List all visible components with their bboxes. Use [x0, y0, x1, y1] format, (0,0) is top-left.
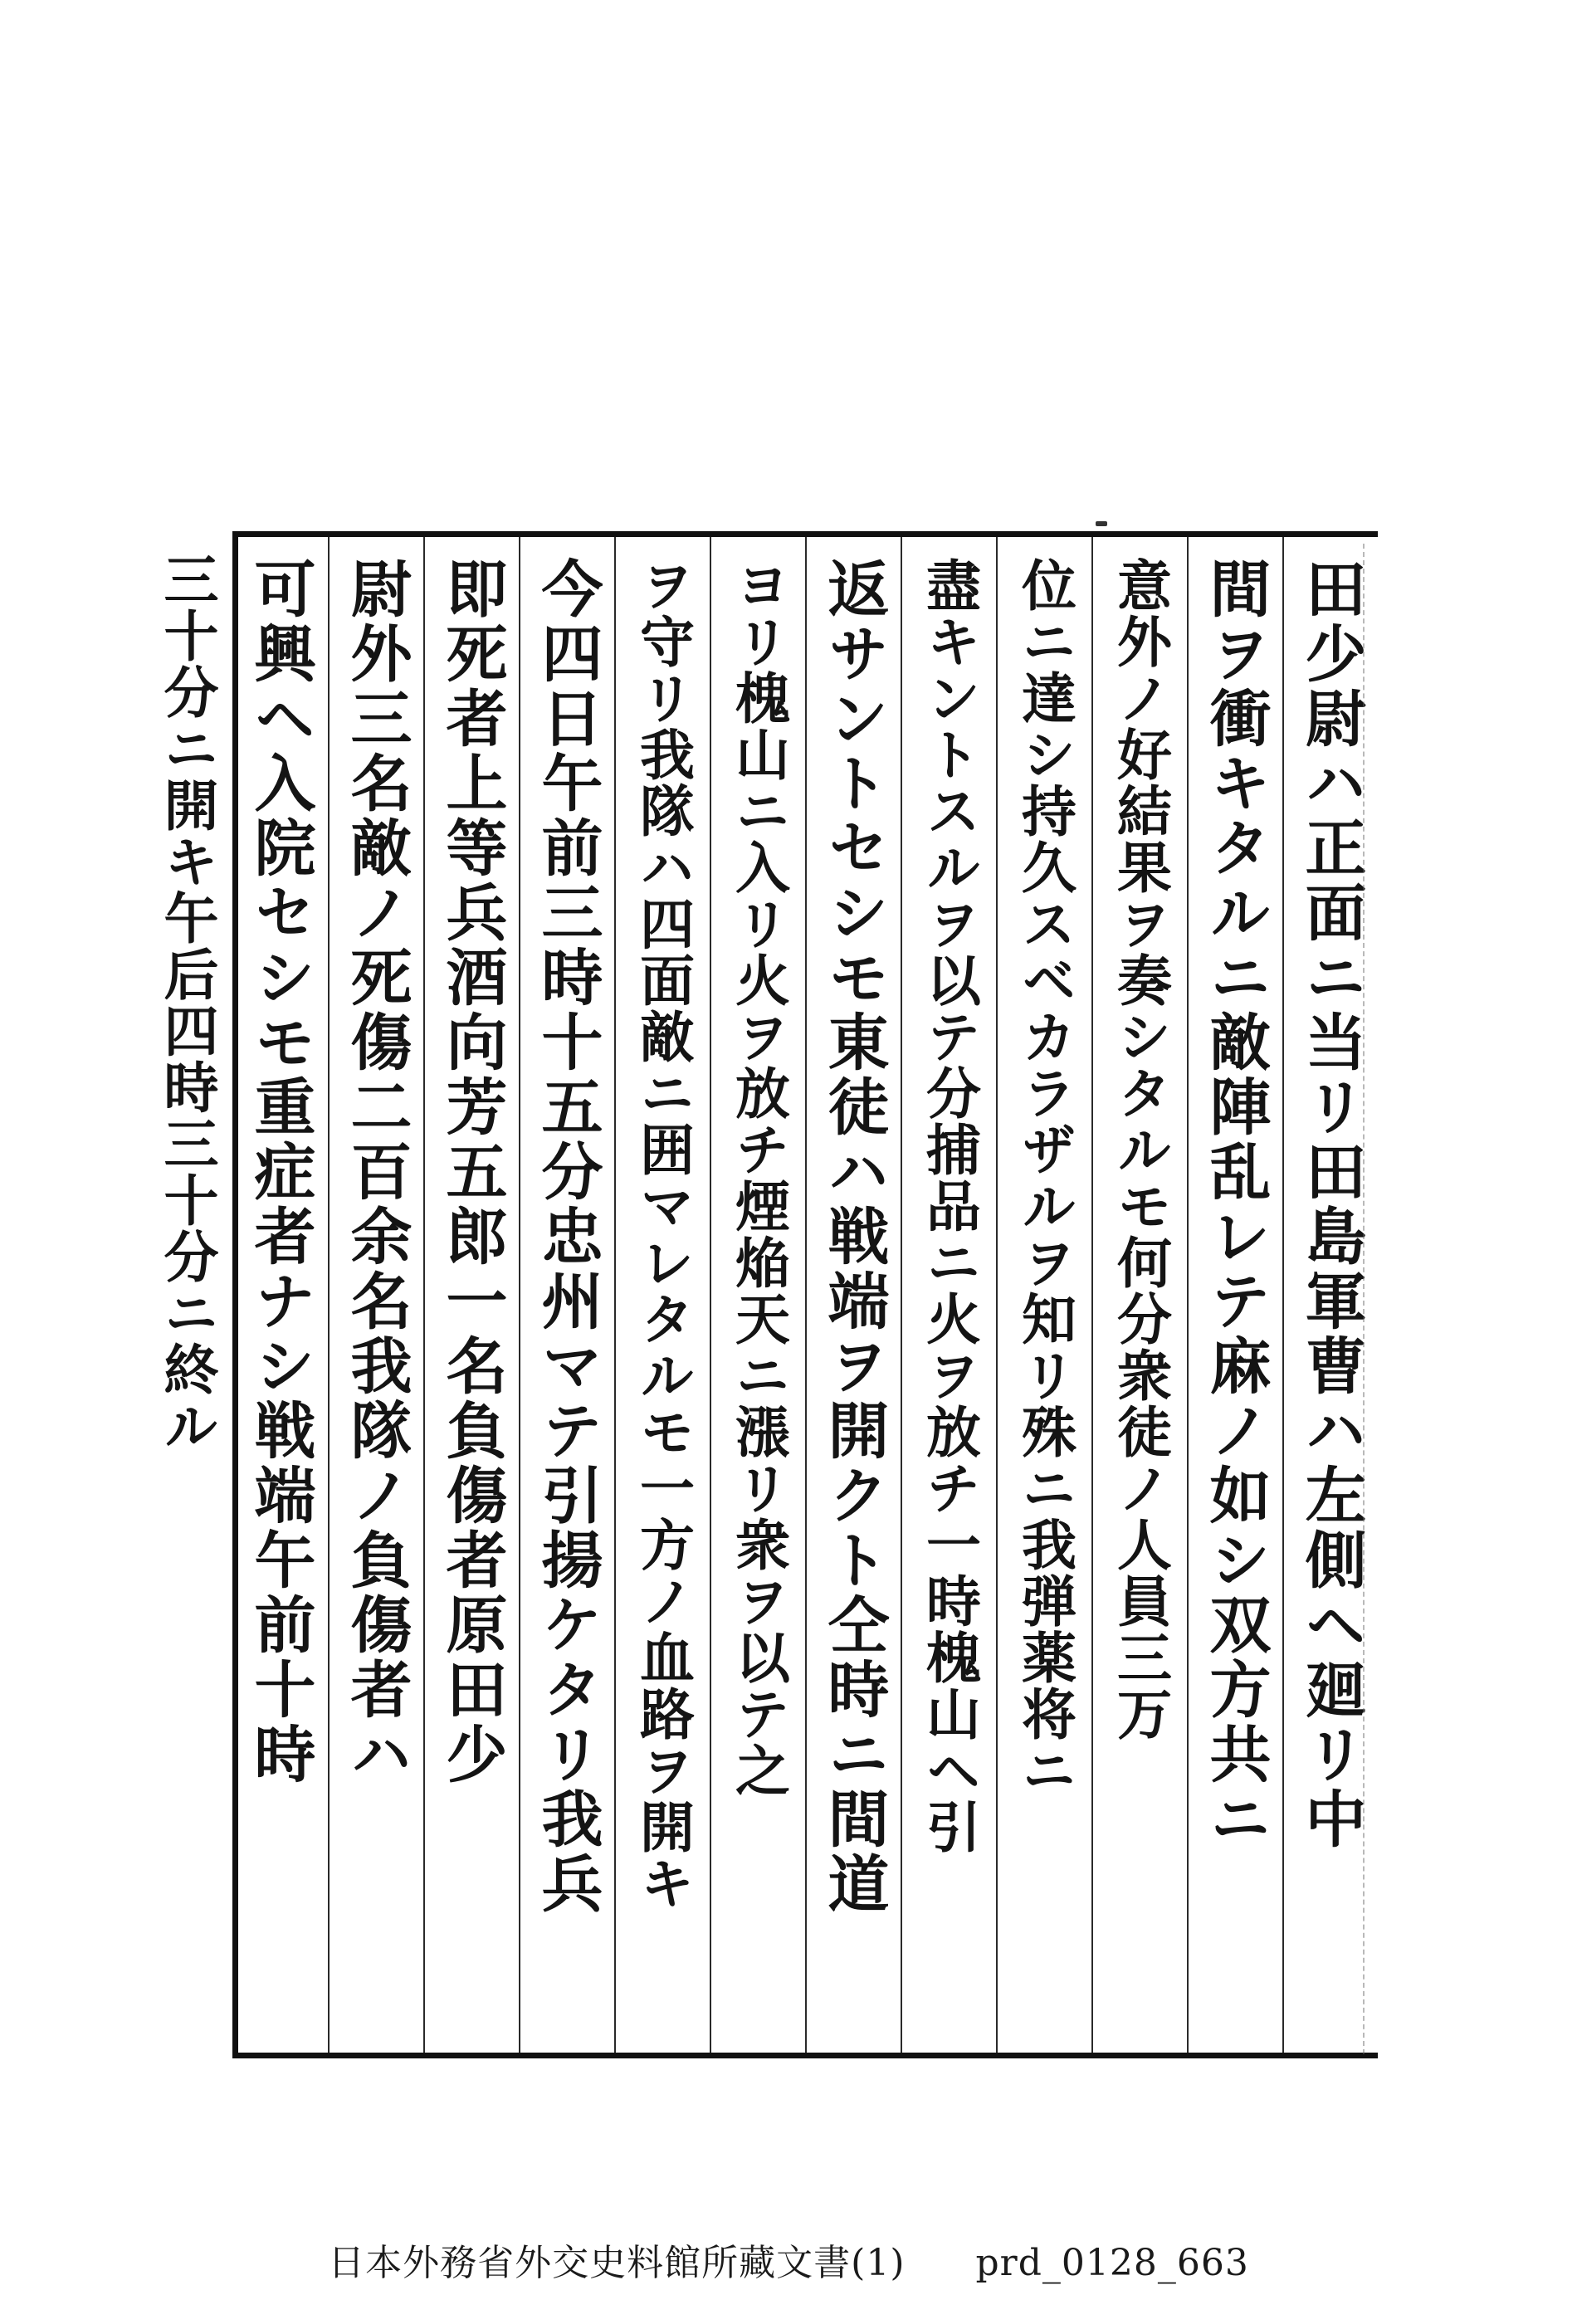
column-4	[996, 537, 1091, 2053]
column-7	[710, 537, 805, 2053]
column-10	[423, 537, 519, 2053]
column-text: 田少尉ハ正面ニ当リ田島軍曹ハ左側ヘ廻リ中	[1295, 557, 1367, 1852]
column-11	[328, 537, 423, 2053]
column-text: 三十分ニ開キ午后四時三十分ニ終ル	[154, 551, 219, 1454]
manuscript-columns	[238, 537, 1378, 2053]
archive-label: 日本外務省外交史料館所藏文書(1)	[328, 2242, 906, 2284]
column-8	[614, 537, 710, 2053]
ink-mark	[1096, 521, 1107, 526]
column-5	[901, 537, 996, 2053]
column-13	[141, 531, 232, 2058]
column-12	[232, 537, 328, 2053]
column-text: 即死者上等兵酒向芳五郎一名負傷者原田少	[436, 557, 508, 1787]
column-6	[805, 537, 901, 2053]
column-text: 意外ノ好結果ヲ奏シタルモ何分衆徒ノ人員三万	[1107, 557, 1173, 1742]
page-edge	[1363, 544, 1379, 2054]
column-text: ヲ守リ我隊ハ四面敵ニ囲マレタルモ一方ノ血路ヲ開キ	[630, 557, 696, 1911]
column-text: 盡キントスルヲ以テ分捕品ニ火ヲ放チ一時槐山ヘ引	[916, 557, 982, 1855]
column-3	[1091, 537, 1187, 2053]
column-text: 尉外三名敵ノ死傷二百余名我隊ノ負傷者ハ	[340, 557, 413, 1787]
manuscript-frame	[232, 531, 1378, 2058]
column-text: ヨリ槐山ニ入リ火ヲ放チ煙焔天ニ漲リ衆ヲ以テ之	[725, 557, 791, 1799]
column-9	[519, 537, 614, 2053]
document-id: prd_0128_663	[975, 2242, 1249, 2284]
column-text: 間ヲ衝キタルニ敵陣乱レテ麻ノ如シ双方共ニ	[1199, 557, 1272, 1852]
column-text: 返サントセシモ東徒ハ戦端ヲ開クト仝時ニ間道	[818, 557, 890, 1916]
page-footer	[0, 2233, 1577, 2286]
column-text: 位ニ達シ持久スベカラザルヲ知リ殊ニ我弾薬将ニ	[1012, 557, 1077, 1799]
column-text: 今四日午前三時十五分忠州マテ引揚ケタリ我兵	[531, 557, 603, 1916]
column-text: 可興ヘ入院セシモ重症者ナシ戦端午前十時	[244, 557, 316, 1787]
column-2	[1187, 537, 1282, 2053]
